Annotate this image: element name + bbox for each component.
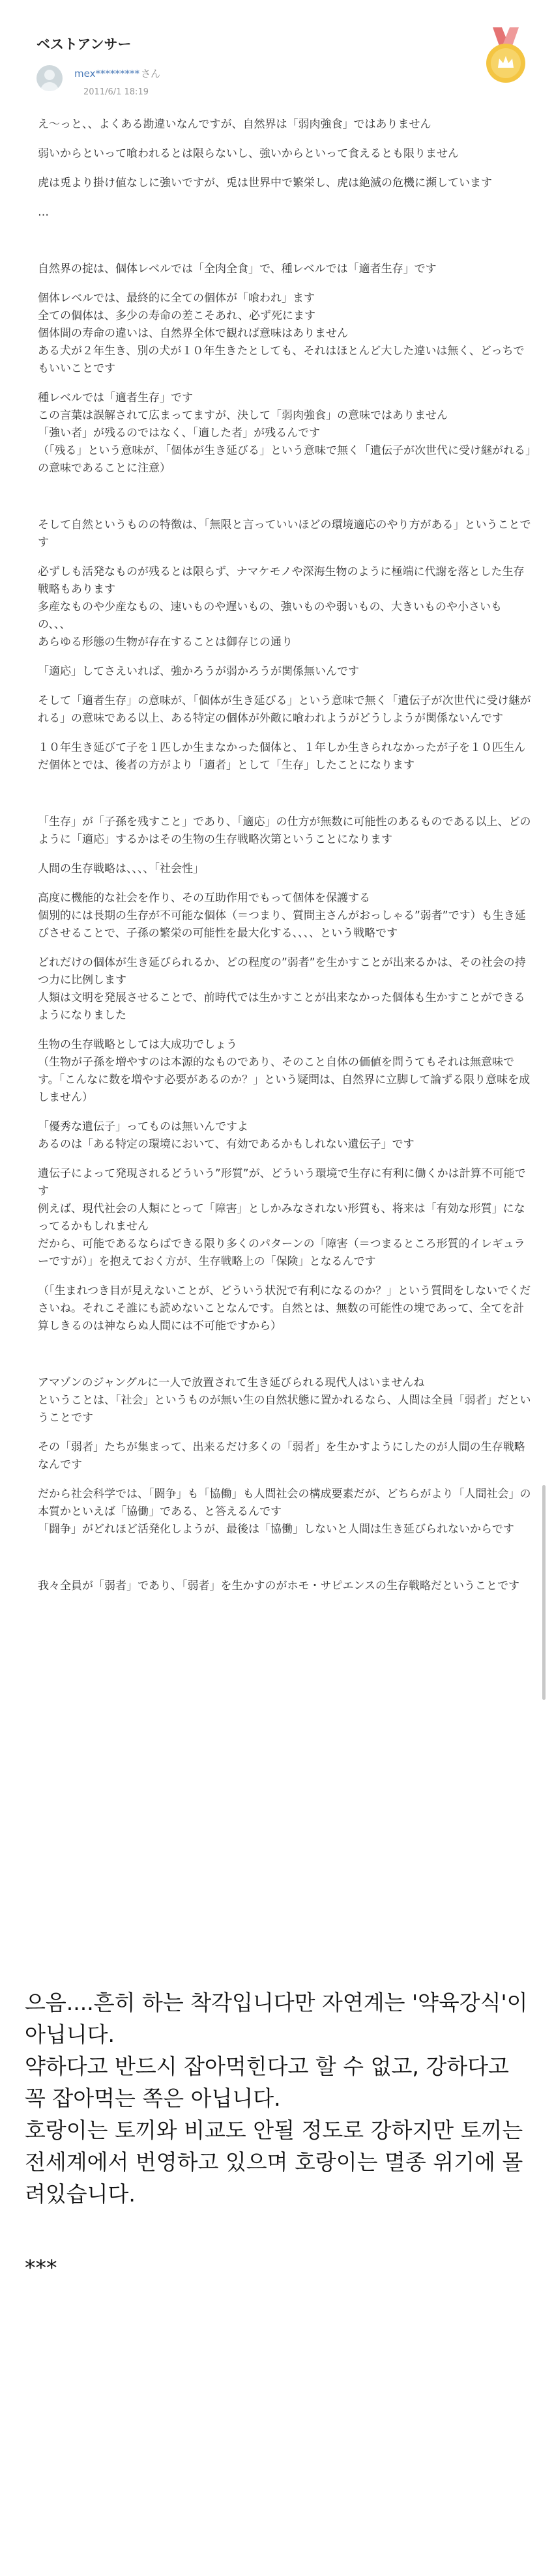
answer-paragraph: 種レベルでは「適者生存」です この言葉は誤解されて広まってますが、決して「弱肉強食」の意味ではありません 「強い者」が残るのではなく、「適した者」が残るんです （「残る」という意味が、「個体が生き延びる」という意味で無く「遺伝子が次世代に受け継がれる」の意味であることに注意） xyxy=(38,391,531,475)
answer-paragraph: 人間の生存戦略は、、、、「社会性」 xyxy=(38,862,204,875)
answer-paragraph: アマゾンのジャングルに一人で放置されて生き延びられる現代人はいませんね ということは、「社会」というものが無い生の自然状態に置かれるなら、人間は全員「弱者」だということです xyxy=(38,1376,531,1424)
answer-paragraph: … xyxy=(38,206,49,219)
answer-body xyxy=(38,116,533,1595)
post-date: 2011/6/1 18:19 xyxy=(83,87,149,97)
answer-paragraph: （「生まれつき目が見えないことが、どういう状況で有利になるのか？」という質問をしないでくださいね。それこそ誰にも読めないことなんです。自然とは、無数の可能性の塊であって、全てを計算しきるのは神ならぬ人間には不可能ですから） xyxy=(38,1284,531,1333)
answer-paragraph: え〜っと、、よくある勘違いなんですが、自然界は「弱肉強食」ではありません xyxy=(38,118,431,131)
scrollbar-thumb[interactable] xyxy=(542,1485,546,1700)
answer-paragraph: だから社会科学では、「闘争」も「協働」も人間社会の構成要素だが、どちらがより「人間社会」の本質かといえば「協働」である、と答えるんです 「闘争」がどれほど活発化しようが、最後は「協働」しないと人間は生き延びられないからです xyxy=(38,1488,531,1536)
korean-paragraph: *** xyxy=(25,2255,57,2280)
best-answer-medal-icon xyxy=(480,27,532,86)
answer-paragraph: １０年生き延びて子を１匹しか生まなかった個体と、１年しか生きられなかったが子を１０匹生んだ個体とでは、後者の方がより「適者」として「生存」したことになります xyxy=(38,741,525,772)
answer-paragraph: そして自然というものの特徴は、「無限と言っていいほどの環境適応のやり方がある」ということです xyxy=(38,518,531,549)
answer-paragraph: どれだけの個体が生き延びられるか、どの程度の”弱者”を生かすことが出来るかは、その社会の持つ力に比例します 人類は文明を発展させることで、前時代では生かすことが出来なかった個体も生かすことができるようになりました xyxy=(38,956,526,1022)
answer-paragraph: 自然界の掟は、個体レベルでは「全肉全食」で、種レベルでは「適者生存」です xyxy=(38,262,437,276)
answer-paragraph: 我々全員が「弱者」であり、「弱者」を生かすのがホモ・サピエンスの生存戦略だということです xyxy=(38,1579,519,1592)
answer-paragraph: 弱いからといって喰われるとは限らないし、強いからといって食えるとも限りません xyxy=(38,147,459,160)
best-answer-label: ベストアンサー xyxy=(36,36,132,52)
answer-paragraph: 虎は兎より掛け値なしに強いですが、兎は世界中で繁栄し、虎は絶滅の危機に瀕しています xyxy=(38,177,492,190)
user-line xyxy=(74,66,160,80)
answer-paragraph: 「生存」が「子孫を残すこと」であり、「適応」の仕方が無数に可能性のあるものである以上、どのように「適応」するかはその生物の生存戦略次第ということになります xyxy=(38,815,531,846)
user-suffix: さん xyxy=(140,68,160,79)
answer-paragraph: 個体レベルでは、最終的に全ての個体が「喰われ」ます 全ての個体は、多少の寿命の差こそあれ、必ず死にます 個体間の寿命の違いは、自然界全体で観れば意味はありません ある犬が２年生き、別の犬が１０年生きたとしても、それはほとんど大した違いは無く、どっちでもいいことです xyxy=(38,292,525,375)
answer-paragraph: そして「適者生存」の意味が、「個体が生き延びる」という意味で無く「遺伝子が次世代に受け継がれる」の意味である以上、ある特定の個体が外敵に喰われようがどうしようが関係ないんです xyxy=(38,694,531,725)
avatar[interactable] xyxy=(36,65,63,91)
answer-paragraph: 遺伝子によって発現されるどういう”形質”が、どういう環境で生存に有利に働くかは計算不可能です 例えば、現代社会の人類にとって「障害」としかみなされない形質も、将来は「有効な形質」になってるかもしれません だから、可能であるならばできる限り多くのパターンの「障害（＝つまるところ形質的イレギュラーですが）」を抱えておく方が、生存戦略上の「保険」となるんです xyxy=(38,1167,526,1268)
answer-paragraph: 高度に機能的な社会を作り、その互助作用でもって個体を保護する 個別的には長期の生存が不可能な個体（＝つまり、質問主さんがおっしゃる”弱者”です）も生き延びさせることで、子孫の繁栄の可能性を最大化する、、、、という戦略です xyxy=(38,892,526,940)
answer-paragraph: 生物の生存戦略としては大成功でしょう （生物が子孫を増やすのは本源的なものであり、そのこと自体の価値を問うてもそれは無意味です。「こんなに数を増やす必要があるのか？」という疑問は、自然界に立脚して論ずる限り意味を成しません） xyxy=(38,1038,531,1104)
answer-paragraph: その「弱者」たちが集まって、出来るだけ多くの「弱者」を生かすようにしたのが人間の生存戦略なんです xyxy=(38,1441,525,1471)
korean-translation xyxy=(25,1987,533,2284)
answer-paragraph: 「適応」してさえいれば、強かろうが弱かろうが関係無いんです xyxy=(38,665,359,678)
korean-paragraph: 으음....흔히 하는 착각입니다만 자연계는 '약육강식'이 아닙니다. 약하다고 반드시 잡아먹힌다고 할 수 없고, 강하다고 꼭 잡아먹는 쪽은 아닙니다. 호랑이는 토끼와 비교도 안될 정도로 강하지만 토끼는 전세계에서 번영하고 있으며 호랑이는 멸종 위기에 몰려있습니다. xyxy=(25,1990,528,2207)
answer-header xyxy=(36,34,532,112)
user-name-link[interactable]: mex********* xyxy=(74,68,139,79)
answer-paragraph: 必ずしも活発なものが残るとは限らず、ナマケモノや深海生物のように極端に代謝を落とした生存戦略もあります 多産なものや少産なもの、速いものや遅いもの、強いものや弱いもの、大きいものや小さいもの、、、 あらゆる形態の生物が存在することは御存じの通り xyxy=(38,565,525,649)
answer-paragraph: 「優秀な遺伝子」ってものは無いんですよ あるのは「ある特定の環境において、有効であるかもしれない遺伝子」です xyxy=(38,1120,415,1151)
